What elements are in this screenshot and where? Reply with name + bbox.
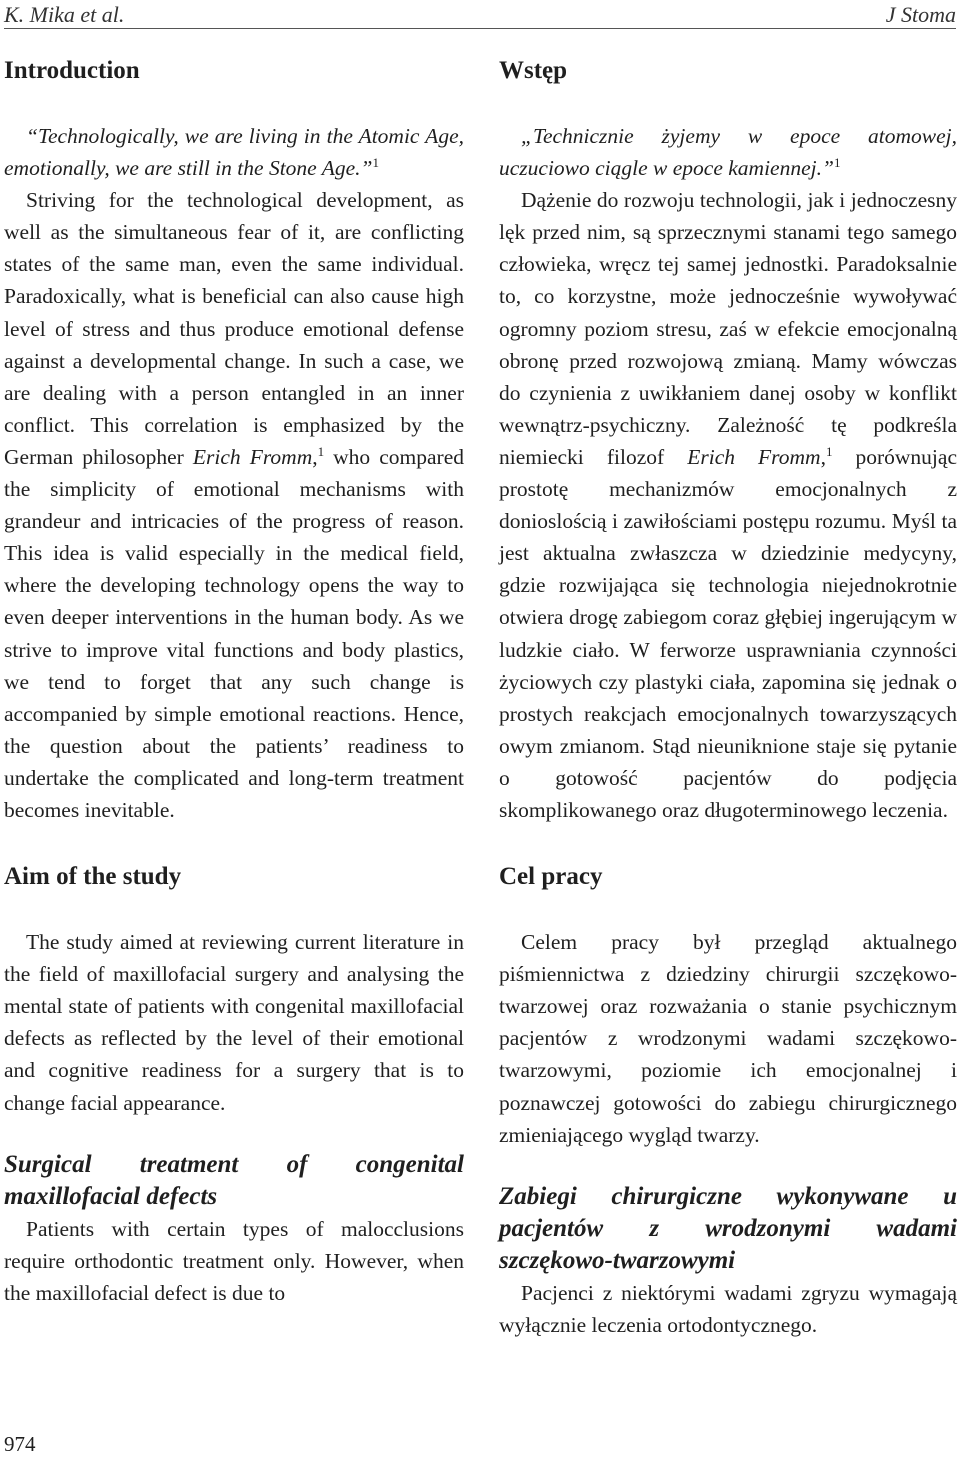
aim-heading: Aim of the study <box>4 863 182 891</box>
wstep-text-part-2: porównując prostotę mechanizmów emocjonalnych z donioslością i zawiłościami postępu rozumu. Myśl ta jest aktualna zwłaszcza w dziedzinie medycyny, gdzie rozwijająca się technologia niejednokrotnie otwiera drogę zabiegom coraz głębiej ingerującym w ludzkie ciało. W ferworze usprawniania czynności życiowych czy plastyki ciała, zapomina się jednak o prostych reakcjach emocjonalnych towarzyszących owym zmianom. Stąd nieuniknione staje się pytanie o gotowość pacjentów do podjęcia skomplikowanego oraz długoterminowego leczenia. <box>499 444 957 822</box>
epigraph-reference-pl: 1 <box>833 155 841 171</box>
cel-pracy-paragraph: Celem pracy był przegląd aktualnego piśmiennictwa z dziedziny chirurgii szczękowo-twarzowej oraz rozważania o stanie psychicznym pacjentów z wrodzonymi wadami szczękowo-twarzowymi, poziomie ich emocjonalnej i poznawczej gotowości do zabiegu chirurgicznego zmieniającego wygląd twarzy. <box>499 930 957 1147</box>
fromm-reference-pl: 1 <box>825 443 833 459</box>
fromm-comma: , <box>312 444 318 469</box>
epigraph-paragraph-pl <box>499 120 957 184</box>
fromm-reference: 1 <box>317 443 325 459</box>
english-column <box>4 54 464 1309</box>
zabiegi-paragraph: Pacjenci z niektórymi wadami zgryzu wymagają wyłącznie leczenia ortodontycznego. <box>499 1280 957 1337</box>
introduction-heading: Introduction <box>4 57 140 84</box>
fromm-comma-pl: , <box>820 444 826 469</box>
zabiegi-heading: Zabiegi chirurgiczne wykonywane u pacjentów z wrodzonymi wadami szczękowo-twarzowymi <box>499 1182 957 1274</box>
introduction-paragraph <box>4 184 464 826</box>
running-header-authors: K. Mika et al. <box>4 2 125 27</box>
introduction-text-part-2: who compared the simplicity of emotional mechanisms with grandeur and intricacies of the progress of reason. This idea is valid especially in the medical field, where the developing technology opens the way to even deeper interventions in the human body. As we strive to improve vital functions and body plastics, we tend to forget that any such change is accompanied by simple emotional reactions. Hence, the question about the patients’ readiness to undertake the complicated and long-term treatment becomes inevitable. <box>4 444 465 822</box>
running-header-journal: J Stoma <box>885 2 956 27</box>
surgical-treatment-paragraph: Patients with certain types of malocclusions require orthodontic treatment only. However, when the maxillofacial defect is due to <box>4 1216 464 1305</box>
header-rule <box>4 28 956 29</box>
introduction-text-part-1: Striving for the technological development, as well as the simultaneous fear of it, are conflicting states of the same man, even the same individual. Paradoxically, what is beneficial can also cause high level of stress and thus produce emotional defense against a developmental change. In such a case, we are dealing with a person entangled in an inner conflict. This correlation is emphasized by the German philosopher <box>4 188 464 469</box>
epigraph-reference: 1 <box>372 155 379 171</box>
epigraph-quote-pl: „Technicznie żyjemy w epoce atomowej, uczuciowo ciągle w epoce kamiennej.” <box>499 124 957 181</box>
cel-pracy-heading: Cel pracy <box>499 863 603 891</box>
wstep-text-part-1: Dążenie do rozwoju technologii, jak i jednoczesny lęk przed nim, są sprzecznymi stanami tego samego człowieka, wręcz tej samej jednostki. Paradoksalnie to, co korzystne, może jednocześnie wywoływać ogromny poziom stresu, zaś w efekcie emocjonalną obronę przed rozwojową zmianą. Mamy wówczas do czynienia z uwikłaniem danej osoby w konflikt wewnątrz-psychiczny. Zależność tę podkreśla niemiecki filozof <box>499 188 957 469</box>
epigraph-paragraph <box>4 120 464 184</box>
surgical-treatment-heading: Surgical treatment of congenital maxillofacial defects <box>4 1150 464 1210</box>
epigraph-quote: “Technologically, we are living in the Atomic Age, emotionally, we are still in the Stone Age.” <box>4 124 464 181</box>
page-number: 974 <box>4 1432 36 1456</box>
polish-column <box>499 54 957 1341</box>
wstep-paragraph <box>499 184 957 826</box>
fromm-name-pl: Erich Fromm <box>687 444 821 469</box>
aim-paragraph: The study aimed at reviewing current literature in the field of maxillofacial surgery and analysing the mental state of patients with congenital maxillofacial defects as reflected by the level of their emotional and cognitive readiness for a surgery that is to change facial appearance. <box>4 930 464 1115</box>
fromm-name: Erich Fromm <box>192 444 313 469</box>
wstep-heading: Wstęp <box>499 57 568 84</box>
